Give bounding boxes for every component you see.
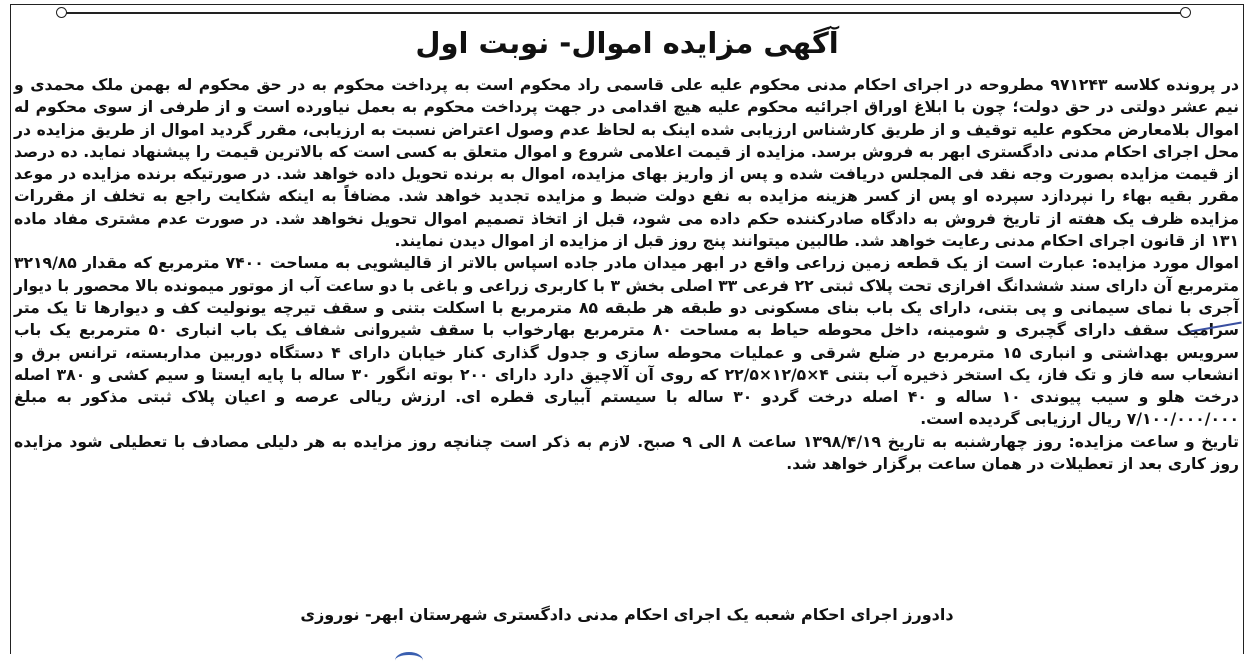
property-label: اموال مورد مزایده: (1091, 254, 1239, 273)
ornament-left (56, 7, 67, 18)
notice-body (14, 74, 1239, 475)
property-paragraph (14, 252, 1239, 430)
ornament-right (1180, 7, 1191, 18)
notice-title: آگهی مزایده اموال- نوبت اول (415, 26, 839, 60)
datetime-text: روز چهارشنبه به تاریخ ۱۳۹۸/۴/۱۹ ساعت ۸ الی ۹ صبح. لازم به ذکر است چنانچه روز مزایده به هر دلیلی مصادف با تعطیلی شود مزایده روز کاری بعد از تعطیلات در همان ساعت برگزار خواهد شد. (14, 432, 1239, 474)
top-divider (62, 12, 1182, 14)
intro-paragraph: در پرونده کلاسه ۹۷۱۲۴۳ مطروحه در اجرای احکام مدنی محکوم علیه علی قاسمی راد محکوم است به پرداخت محکوم به در حق محکوم له بهمن ملک محمدی و نیم عشر دولتی در حق دولت؛ چون با ابلاغ اوراق اجرائیه محکوم علیه هیچ اقدامی در جهت پرداخت محکوم به بعمل نیاورده است و از طرفی از سوی محکوم له اموال بلامعارض محکوم علیه توقیف و از طریق کارشناس ارزیابی شده اینک به لحاظ عدم وصول اعتراض نسبت به ارزیابی، مقرر گردید اموال از طریق مزایده در محل اجرای احکام مدنی دادگستری ابهر به فروش برسد. مزایده از قیمت اعلامی شروع و اموال متعلق به کسی است که بالاترین قیمت را پیشنهاد نماید. ده درصد از قیمت مزایده بصورت وجه نقد فی المجلس دریافت شده و پس از واریز بهای مزایده، اموال به برنده تحویل داده خواهد شد. در صورتیکه برنده مزایده در موعد مقرر بقیه بهاء را نپردازد سپرده او پس از کسر هزینه مزایده به نفع دولت ضبط و مزایده تجدید خواهد شد. مضافاً به اینکه شکایت راجع به تخلف از مقررات مزایده ظرف یک هفته از تاریخ فروش به دادگاه صادرکننده حکم داده می شود، قبل از اتخاذ تصمیم اموال تحویل نخواهد شد. در صورت عدم مشتری مفاد ماده ۱۳۱ از قانون اجرای احکام مدنی رعایت خواهد شد. طالبین میتوانند پنج روز قبل از مزایده از اموال دیدن نمایند. (14, 76, 1239, 251)
property-text: عبارت است از یک قطعه زمین زراعی واقع در ابهر میدان مادر جاده اسپاس بالاتر از قالیشویی به مساحت ۷۴۰۰ مترمربع که مقدار ۳۲۱۹/۸۵ مترمربع آن دارای سند ششدانگ افرازی تحت پلاک ثبتی ۲۲ فرعی ۳۳ اصلی بخش ۳ با کاربری زراعی و باغی با دو ساعت آب از موتور میمونده بالا محصور با دیوار آجری با نمای سیمانی و پی بتنی، دارای یک باب بنای مسکونی دو طبقه هر طبقه ۸۵ مترمربع با اسکلت بتنی و سقف تیرچه یونولیت کف و دیوارها تا یک متر سرامیک سقف دارای گچبری و شومینه، داخل محوطه حیاط به مساحت ۸۰ مترمربع بهارخواب با سقف شیروانی شفاف یک باب انباری ۵۰ مترمربع یک باب سرویس بهداشتی و انباری ۱۵ مترمربع در ضلع شرقی و عملیات محوطه سازی و جدول گذاری کنار خیابان دارای ۴ دستگاه دوربین مداربسته، ترانس برق و انشعاب سه فاز و تک فاز، یک استخر ذخیره آب بتنی ۴×۱۲/۵×۲۲/۵ که روی آن آلاچیق دارد دارای ۲۰۰ بوته انگور ۳۰ ساله با پایه ایستا و سیم کشی و ۳۸۰ اصله درخت هلو و سیب پیوندی ۱۰ ساله و ۴۰ اصله درخت گردو ۳۰ ساله با سیستم آبیاری قطره ای. ارزش ریالی عرصه و اعیان پلاک ثبتی مذکور به مبلغ ۷/۱۰۰/۰۰۰/۰۰۰ ریال ارزیابی گردیده است. (14, 254, 1240, 429)
datetime-label: تاریخ و ساعت مزایده: (1068, 432, 1239, 451)
signature-line: دادورز اجرای احکام شعبه یک اجرای احکام مدنی دادگستری شهرستان ابهر- نوروزی (300, 605, 954, 624)
datetime-paragraph (14, 431, 1239, 476)
stamp-mark (395, 652, 423, 669)
